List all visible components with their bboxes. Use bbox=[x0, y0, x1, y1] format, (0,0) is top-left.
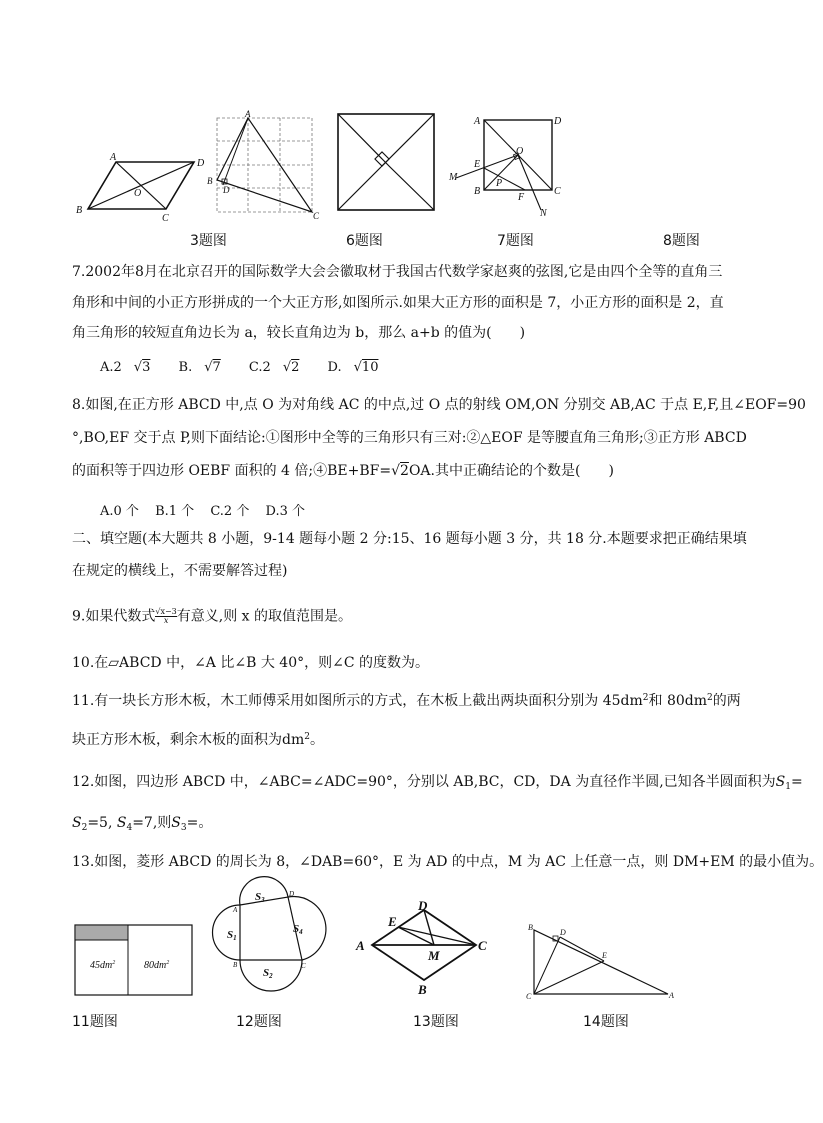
fig12-label-s2: S2 bbox=[263, 967, 273, 980]
fig3-label-C: C bbox=[162, 213, 169, 224]
fig3-label-O: O bbox=[134, 188, 142, 199]
fig12-label-s3: S3 bbox=[255, 891, 265, 904]
q12-line2: $S_2=5$, $S_4=7$,则$S_3=$。 bbox=[72, 815, 213, 833]
caption-fig6: 6题图 bbox=[346, 233, 383, 249]
fig14-label-A: A bbox=[669, 991, 674, 1000]
fig12-label-s1: S1 bbox=[227, 929, 237, 942]
section2-heading-line2: 在规定的横线上，不需要解答过程) bbox=[72, 563, 288, 579]
fig8-label-C: C bbox=[554, 186, 561, 197]
q13-text: 13.如图，菱形 ABCD 的周长为 8，∠DAB=60°，E 为 AD 的中点，M 为 AC 上任意一点，则 DM+EM 的最小值为。 bbox=[72, 854, 823, 870]
q8-option-c: C.2 个 bbox=[210, 504, 250, 519]
fig13-label-E: E bbox=[388, 914, 397, 929]
fig14-label-C: C bbox=[526, 992, 532, 1001]
caption-fig3: 3题图 bbox=[190, 233, 227, 249]
figure-grid-triangle bbox=[205, 108, 325, 220]
q12-line1: 12.如图，四边形 ABCD 中，∠ABC=∠ADC=90°，分别以 AB,BC，CD，DA 为直径作半圆,已知各半圆面积为$S_1=$ bbox=[72, 774, 803, 792]
fig3-label-A: A bbox=[110, 152, 117, 163]
fig8-label-D: D bbox=[554, 116, 562, 127]
caption-fig8: 8题图 bbox=[663, 233, 700, 249]
q7-option-a: A.2 √3 bbox=[100, 360, 151, 375]
fig8-label-F: F bbox=[518, 192, 525, 203]
fig13-label-M: M bbox=[428, 948, 440, 963]
fig8-label-M: M bbox=[449, 172, 458, 183]
svg-text:D: D bbox=[223, 185, 230, 195]
q7-option-c: C.2 √2 bbox=[248, 360, 300, 375]
fig3-label-D: D bbox=[197, 158, 205, 169]
q9-text: 9.如果代数式 $\frac{√x-3}{x}$ 有意义,则 x 的取值范围是。 bbox=[72, 607, 353, 625]
section2-heading-line1: 二、填空题(本大题共 8 小题，9-14 题每小题 2 分:15、16 题每小题 3 分，共 18 分.本题要求把正确结果填 bbox=[72, 531, 747, 547]
fig12-label-D: D bbox=[289, 890, 295, 898]
caption-fig11: 11题图 bbox=[72, 1014, 118, 1030]
caption-fig14: 14题图 bbox=[583, 1014, 629, 1030]
figure-6-xian-tu bbox=[336, 112, 436, 212]
q11-line2: 块正方形木板，剩余木板的面积为$dm^2$。 bbox=[72, 732, 324, 748]
fig12-label-A: A bbox=[233, 906, 238, 914]
fig8-label-O: O bbox=[516, 146, 524, 157]
fig13-label-B: B bbox=[418, 982, 427, 997]
fig12-label-C: C bbox=[301, 962, 306, 970]
fig13-label-D: D bbox=[418, 898, 428, 913]
svg-text:B: B bbox=[207, 176, 213, 186]
svg-text:A: A bbox=[245, 109, 251, 119]
figure-13-rhombus bbox=[354, 898, 494, 998]
fig8-label-P: P bbox=[496, 178, 503, 189]
q8-options bbox=[100, 500, 317, 519]
fig12-label-B: B bbox=[233, 961, 238, 969]
caption-fig7: 7题图 bbox=[497, 233, 534, 249]
q7-line3: 角三角形的较短直角边长为 a，较长直角边为 b，那么 a+b 的值为( ) bbox=[72, 325, 526, 341]
fig14-label-B: B bbox=[528, 923, 533, 932]
figure-14-triangle bbox=[522, 920, 682, 1000]
q7-options bbox=[100, 360, 402, 375]
q7-line1: 7.2002年8月在北京召开的国际数学大会会徽取材于我国古代数学家赵爽的弦图,它是由四个全等的直角三 bbox=[72, 264, 723, 280]
figure-12-semicircles bbox=[215, 880, 325, 990]
q8-line3: 的面积等于四边形 OEBF 面积的 4 倍;④BE+BF=√2OA.其中正确结论的个数是( ) bbox=[72, 463, 614, 479]
svg-text:C: C bbox=[313, 211, 320, 221]
fig13-label-C: C bbox=[478, 938, 487, 953]
q8-option-a: A.0 个 bbox=[100, 504, 139, 519]
fig14-label-E: E bbox=[602, 951, 607, 960]
q10-text: 10.在▱ABCD 中，∠A 比∠B 大 40°，则∠C 的度数为。 bbox=[72, 655, 429, 671]
q7-option-d: D. √10 bbox=[327, 360, 379, 375]
fig12-label-s4: S4 bbox=[293, 923, 303, 936]
fig8-label-N: N bbox=[540, 208, 547, 219]
q8-line2: °,BO,EF 交于点 P,则下面结论:①图形中全等的三角形只有三对:②△EOF 是等腰直角三角形;③正方形 ABCD bbox=[72, 430, 747, 446]
fig11-label-left: $45dm^2$ bbox=[90, 960, 116, 971]
q8-option-d: D.3 个 bbox=[265, 504, 305, 519]
q11-line1: 11.有一块长方形木板，木工师傅采用如图所示的方式，在木板上截出两块面积分别为 $45dm^2$和 $80dm^2$的两 bbox=[72, 693, 741, 709]
fig8-label-A: A bbox=[474, 116, 481, 127]
figure-8-square bbox=[446, 110, 576, 220]
fig8-label-B: B bbox=[474, 186, 481, 197]
caption-fig12: 12题图 bbox=[236, 1014, 282, 1030]
q8-option-b: B.1 个 bbox=[155, 504, 195, 519]
fig3-label-B: B bbox=[76, 205, 83, 216]
q7-line2: 角形和中间的小正方形拼成的一个大正方形,如图所示.如果大正方形的面积是 7，小正方形的面积是 2，直 bbox=[72, 295, 724, 311]
fig11-label-right: $80dm^2$ bbox=[144, 960, 170, 971]
figure-3-parallelogram bbox=[76, 152, 206, 222]
caption-fig13: 13题图 bbox=[413, 1014, 459, 1030]
figure-11-board bbox=[74, 924, 194, 996]
fig8-label-E: E bbox=[474, 159, 481, 170]
q8-line1: 8.如图,在正方形 ABCD 中,点 O 为对角线 AC 的中点,过 O 点的射线 OM,ON 分别交 AB,AC 于点 E,F,且∠EOF=90 bbox=[72, 397, 806, 413]
fig13-label-A: A bbox=[356, 938, 365, 953]
fig14-label-D: D bbox=[560, 928, 566, 937]
q7-option-b: B. √7 bbox=[178, 360, 221, 375]
